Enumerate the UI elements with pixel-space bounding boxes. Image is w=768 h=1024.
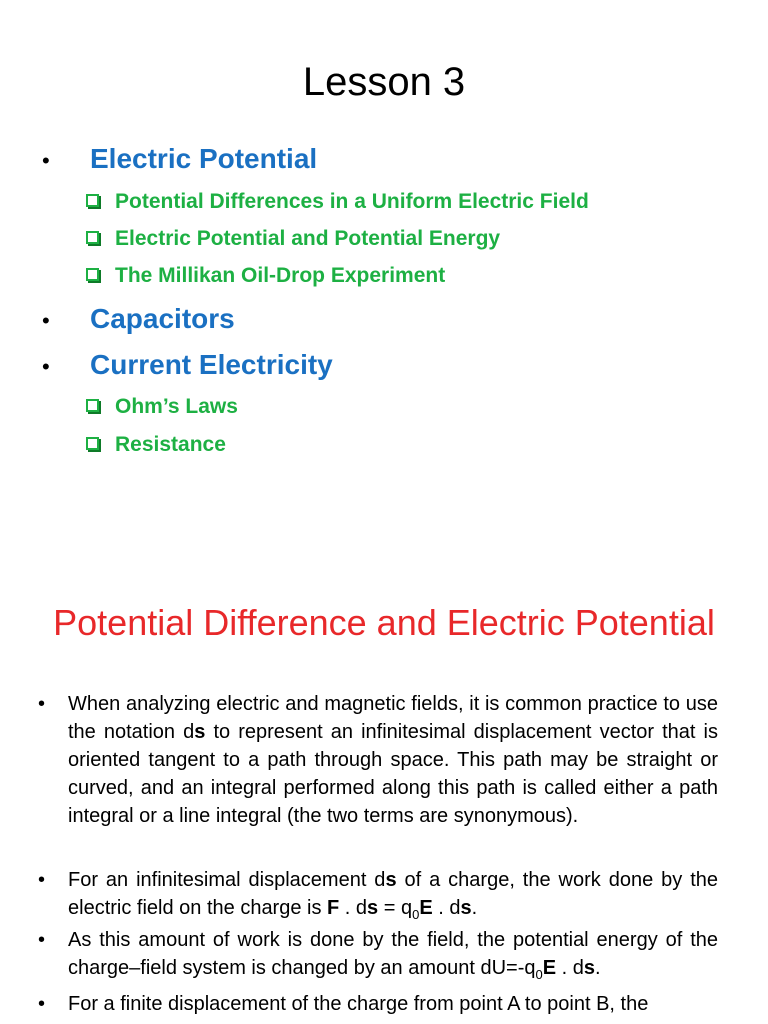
subtopic: Potential Differences in a Uniform Electric Field [86,189,589,215]
slide-title: Lesson 3 [302,60,466,104]
slide-potential-difference [0,580,768,1024]
bullet-icon: • [42,354,50,379]
bullet-paragraph: • For an infinitesimal displacement ds of a charge, the work done by the electric field on the charge is F . ds = $q_0E$ . ds. [38,866,718,922]
bullet-paragraph: • For a finite displacement of the charge from point A to point B, the [38,990,718,1018]
checkbox-icon [86,194,99,207]
slide-title: Potential Difference and Electric Potential [53,602,715,643]
subtopic: The Millikan Oil-Drop Experiment [86,263,445,289]
topic-current-electricity: • Current Electricity [42,348,333,384]
topic-capacitors: • Capacitors [42,302,235,338]
bullet-paragraph: • As this amount of work is done by the field, the potential energy of the charge–field system is changed by an amount $dU=-q_0E$ . ds. [38,926,718,982]
bullet-icon: • [42,308,50,333]
checkbox-icon [86,268,99,281]
subtopic: Resistance [86,432,226,458]
subtopic: Electric Potential and Potential Energy [86,226,500,252]
topic-electric-potential: • Electric Potential [42,142,317,178]
checkbox-icon [86,437,99,450]
checkbox-icon [86,231,99,244]
subtopic: Ohm’s Laws [86,394,238,420]
bullet-paragraph: • When analyzing electric and magnetic fields, it is common practice to use the notation ds to represent an infinitesimal displacement vector that is oriented tangent to a path through space. This path may be straight or curved, and an integral performed along this path is called either a path integral or a line integral (the two terms are synonymous). [38,690,718,830]
checkbox-icon [86,399,99,412]
bullet-icon: • [42,148,50,173]
